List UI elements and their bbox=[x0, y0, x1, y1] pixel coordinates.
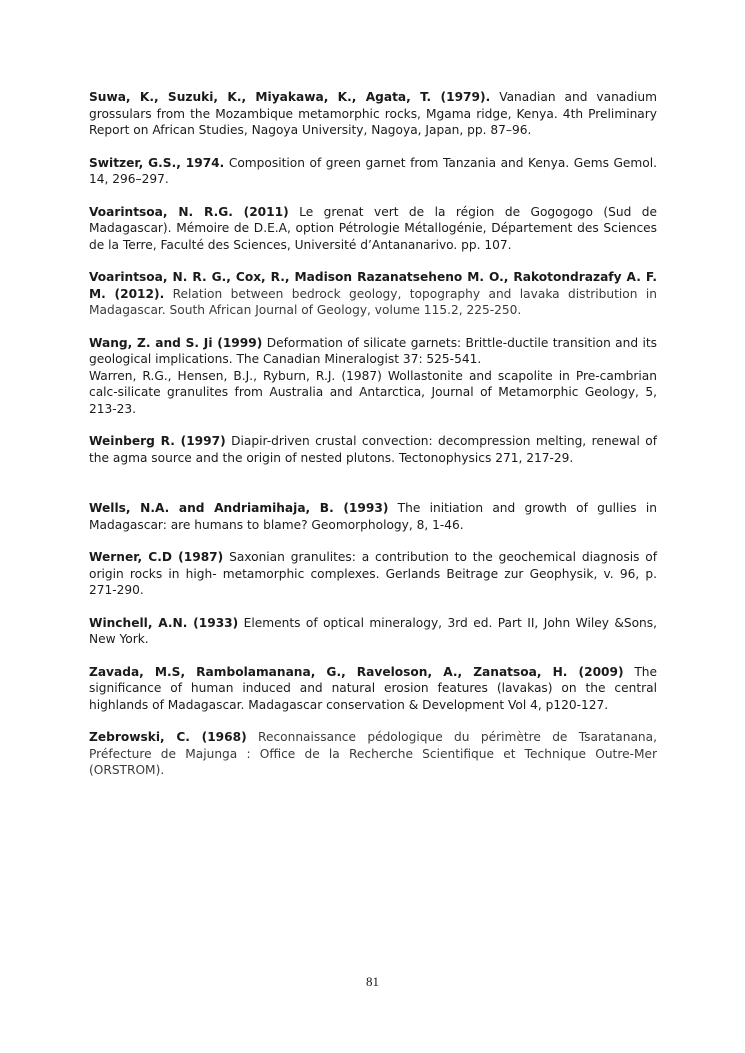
reference-text: The significance of human induced and natural erosion features (lavakas) on the central highlands of Madagascar. Madagascar conservation & Development Vol 4, p120-127. bbox=[89, 664, 657, 712]
reference-text: Diapir-driven crustal convection: decompression melting, renewal of the agma source and the origin of nested plutons. Tectonophysics 271, 217-29. bbox=[89, 434, 658, 465]
reference-authors: Suwa, K., Suzuki, K., Miyakawa, K., Agata, T. (1979). bbox=[89, 90, 491, 104]
reference-text: Elements of optical mineralogy, 3rd ed. Part II, John Wiley &Sons, New York. bbox=[89, 615, 657, 646]
reference-entry bbox=[89, 204, 657, 254]
reference-authors: Wells, N.A. and Andriamihaja, B. (1993) bbox=[89, 501, 389, 515]
reference-entry bbox=[89, 335, 657, 368]
reference-text: Vanadian and vanadium grossulars from the Mozambique metamorphic rocks, Mgama ridge, Kenya. 4th Preliminary Report on African Studies, Nagoya University, Nagoya, Japan, pp. 87–96. bbox=[89, 90, 657, 137]
reference-authors: Weinberg R. (1997) bbox=[89, 434, 226, 448]
page-number: 81 bbox=[366, 974, 379, 989]
reference-authors: Werner, C.D (1987) bbox=[89, 550, 224, 564]
reference-entry bbox=[89, 433, 657, 466]
reference-entry bbox=[89, 729, 657, 779]
reference-text: Warren, R.G., Hensen, B.J., Ryburn, R.J. (1987) Wollastonite and scapolite in Pre-cambrian calc-silicate granulites from Australia and Antarctica, Journal of Metamorphic Geology, 5, 213-23. bbox=[89, 368, 657, 416]
reference-list bbox=[89, 89, 657, 795]
reference-entry bbox=[89, 615, 657, 648]
reference-text: Relation between bedrock geology, topography and lavaka distribution in Madagascar. South African Journal of Geology, volume 115.2, 225-250. bbox=[89, 286, 657, 317]
reference-text: Saxonian granulites: a contribution to the geochemical diagnosis of origin rocks in high- metamorphic complexes. Gerlands Beitrage zur Geophysik, v. 96, p. 271-290. bbox=[89, 550, 658, 597]
reference-authors: Voarintsoa, N. R.G. (2011) bbox=[89, 204, 289, 219]
reference-authors: Winchell, A.N. (1933) bbox=[89, 615, 239, 630]
reference-entry bbox=[89, 549, 657, 599]
reference-authors: Wang, Z. and S. Ji (1999) bbox=[89, 335, 263, 350]
reference-entry bbox=[89, 500, 657, 533]
reference-entry bbox=[89, 664, 657, 714]
reference-text: Composition of green garnet from Tanzania and Kenya. Gems Gemol. 14, 296–297. bbox=[89, 155, 657, 186]
reference-authors: Voarintsoa, N. R. G., Cox, R., Madison Razanatseheno M. O., Rakotondrazafy A. F. M. (2012). bbox=[89, 270, 657, 301]
reference-authors: Zebrowski, C. (1968) bbox=[89, 730, 247, 744]
reference-entry bbox=[89, 269, 657, 319]
reference-text: Deformation of silicate garnets: Brittle-ductile transition and its geological implications. The Canadian Mineralogist 37: 525-541. bbox=[89, 335, 658, 366]
reference-entry bbox=[89, 155, 657, 188]
reference-text: Reconnaissance pédologique du périmètre de Tsaratanana, Préfecture de Majunga : Office de la Recherche Scientifique et Technique Outre-Mer (ORSTROM). bbox=[89, 730, 657, 777]
reference-text: The initiation and growth of gullies in Madagascar: are humans to blame? Geomorphology, 8, 1-46. bbox=[89, 501, 657, 532]
reference-text: Le grenat vert de la région de Gogogogo (Sud de Madagascar). Mémoire de D.E.A, option Pétrologie Métallogénie, Département des Sciences de la Terre, Faculté des Sciences, Université d’Antananarivo. pp. 107. bbox=[89, 204, 658, 252]
reference-authors: Zavada, M.S, Rambolamanana, G., Raveloson, A., Zanatsoa, H. (2009) bbox=[89, 664, 624, 679]
reference-authors: Switzer, G.S., 1974. bbox=[89, 155, 225, 170]
reference-entry bbox=[89, 368, 657, 418]
reference-entry bbox=[89, 89, 657, 139]
